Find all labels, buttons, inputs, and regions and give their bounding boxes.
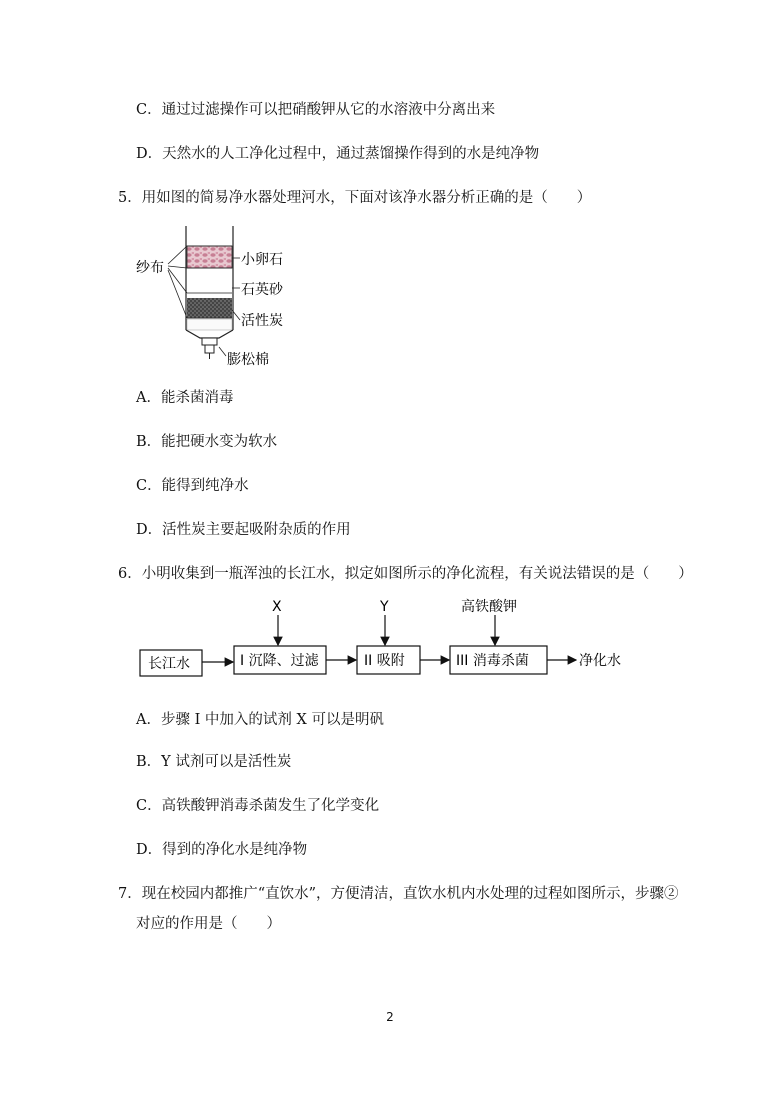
q5-option-d: D．活性炭主要起吸附杂质的作用 [136,522,351,538]
carbon-layer [187,298,232,318]
q6-option-b: B．Y 试剂可以是活性炭 [136,754,292,770]
cotton-label: 膨松棉 [227,352,269,368]
q4-option-c: C．通过过滤操作可以把硝酸钾从它的水溶液中分离出来 [136,102,496,118]
q5-option-b: B．能把硬水变为软水 [136,434,278,450]
page-number: 2 [386,1010,394,1024]
pebble-layer [187,246,232,268]
cotton-layer [187,319,232,330]
gauze-label: 纱布 [136,260,164,276]
reagent-3-label: 高铁酸钾 [461,599,517,615]
activated-carbon-label: 活性炭 [241,313,283,329]
step1-label: I 沉降、过滤 [240,653,319,669]
q5-stem: 5．用如图的简易净水器处理河水，下面对该净水器分析正确的是（ ） [118,190,592,206]
quartz-sand-label: 石英砂 [241,282,283,298]
water-filter-figure [130,222,300,372]
q6-option-c: C．高铁酸钾消毒杀菌发生了化学变化 [136,798,380,814]
q7-stem-line2: 对应的作用是（ ） [136,916,281,932]
q5-option-a: A．能杀菌消毒 [136,390,234,406]
q4-option-d: D．天然水的人工净化过程中，通过蒸馏操作得到的水是纯净物 [136,146,540,162]
reagent-y-label: Y [380,599,389,615]
q6-option-d: D．得到的净化水是纯净物 [136,842,308,858]
step2-label: II 吸附 [364,653,405,669]
q6-stem: 6．小明收集到一瓶浑浊的长江水，拟定如图所示的净化流程，有关说法错误的是（ ） [118,566,693,582]
source-label: 长江水 [148,656,190,672]
output-label: 净化水 [579,653,621,669]
reagent-x-label: X [272,599,282,615]
q5-option-c: C．能得到纯净水 [136,478,249,494]
purification-flow-diagram [130,596,650,688]
q7-stem-line1: 7．现在校园内都推广“直饮水”，方便清洁，直饮水机内水处理的过程如图所示，步骤② [118,886,679,902]
pebbles-label: 小卵石 [241,252,283,268]
step3-label: III 消毒杀菌 [456,653,529,669]
q6-option-a: A．步骤 I 中加入的试剂 X 可以是明矾 [136,712,384,728]
